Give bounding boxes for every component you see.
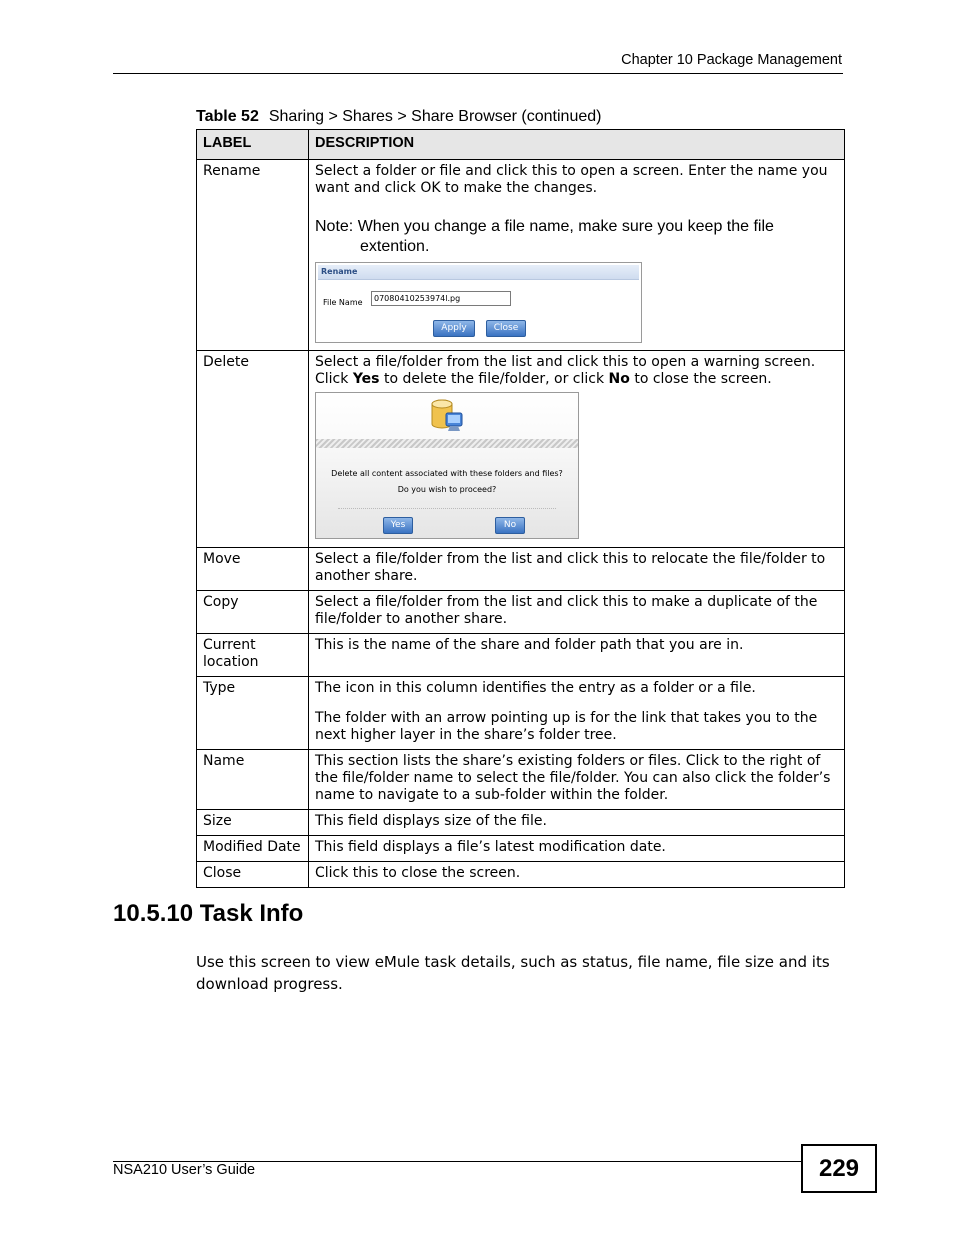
row-description <box>309 160 845 351</box>
delete-confirm-question: Do you wish to proceed? <box>397 485 497 494</box>
table-row <box>197 160 845 351</box>
no-emphasis: No <box>608 371 630 387</box>
table-row <box>197 862 845 888</box>
header-stripe <box>316 439 578 448</box>
table-row <box>197 591 845 634</box>
rename-note: Note: When you change a file name, make sure you keep the file extention. <box>315 218 774 255</box>
row-label: Type <box>197 677 309 750</box>
table-caption-text: Sharing > Shares > Share Browser (continued) <box>268 108 602 125</box>
guide-title: NSA210 User’s Guide <box>113 1162 256 1178</box>
table-header-row <box>197 130 845 160</box>
table-row <box>197 548 845 591</box>
yes-button[interactable]: Yes <box>383 517 413 534</box>
row-label: Name <box>197 750 309 810</box>
row-label: Rename <box>197 160 309 351</box>
label-column-header: LABEL <box>197 130 309 160</box>
rename-dialog-title: Rename <box>318 265 639 280</box>
share-browser-table <box>196 129 845 888</box>
chapter-header: Chapter 10 Package Management <box>621 52 842 68</box>
table-row <box>197 810 845 836</box>
database-warning-icon <box>428 397 468 442</box>
table-row <box>197 634 845 677</box>
delete-desc-part: to close the screen. <box>629 371 772 387</box>
delete-desc-part: Select a file/folder from the list and click this to open a warning screen. Click <box>315 354 816 387</box>
delete-warning-message: Delete all content associated with these folders and files? <box>331 469 563 478</box>
row-label: Size <box>197 810 309 836</box>
table-row <box>197 351 845 548</box>
table-row <box>197 750 845 810</box>
row-description: This is the name of the share and folder path that you are in. <box>309 634 845 677</box>
delete-description <box>315 354 838 388</box>
delete-warning-screenshot <box>315 392 579 539</box>
row-label: Move <box>197 548 309 591</box>
page-number: 229 <box>801 1144 877 1193</box>
close-button[interactable]: Close <box>486 320 526 337</box>
dotted-divider <box>338 508 556 509</box>
type-description-extra: The folder with an arrow pointing up is for the link that takes you to the next higher layer in the share’s folder tree. <box>315 710 818 743</box>
description-column-header: DESCRIPTION <box>309 130 845 160</box>
no-button[interactable]: No <box>495 517 525 534</box>
row-description <box>309 677 845 750</box>
delete-desc-part: to delete the file/folder, or click <box>379 371 609 387</box>
table-row <box>197 677 845 750</box>
section-body: Use this screen to view eMule task details, such as status, file name, file size and its download progress. <box>196 953 830 993</box>
apply-button[interactable]: Apply <box>433 320 475 337</box>
row-label: Modified Date <box>197 836 309 862</box>
type-description: The icon in this column identifies the entry as a folder or a file. <box>315 680 756 696</box>
row-description: Select a file/folder from the list and click this to relocate the file/folder to another share. <box>309 548 845 591</box>
row-description: This field displays a file’s latest modification date. <box>309 836 845 862</box>
rename-screenshot <box>315 262 642 343</box>
rename-description: Select a folder or file and click this to open a screen. Enter the name you want and click OK to make the changes. <box>315 163 828 196</box>
table-caption <box>196 108 601 126</box>
row-description: This field displays size of the file. <box>309 810 845 836</box>
row-label: Close <box>197 862 309 888</box>
row-label: Copy <box>197 591 309 634</box>
table-caption-number: Table 52 <box>196 108 259 125</box>
table-row <box>197 836 845 862</box>
row-description: This section lists the share’s existing folders or files. Click to the right of the file/folder name to select the file/folder. You can also click the folder’s name to navigate to a sub-folder within the folder. <box>309 750 845 810</box>
section-heading: 10.5.10 Task Info <box>113 900 304 927</box>
row-description: Click this to close the screen. <box>309 862 845 888</box>
row-label: Delete <box>197 351 309 548</box>
yes-emphasis: Yes <box>352 371 380 387</box>
row-label: Current location <box>197 634 309 677</box>
row-description <box>309 351 845 548</box>
header-rule <box>113 73 843 74</box>
row-description: Select a file/folder from the list and click this to make a duplicate of the file/folder to another share. <box>309 591 845 634</box>
file-name-input[interactable]: 07080410253974l.pg <box>371 291 511 306</box>
file-name-label: File Name <box>323 298 363 307</box>
